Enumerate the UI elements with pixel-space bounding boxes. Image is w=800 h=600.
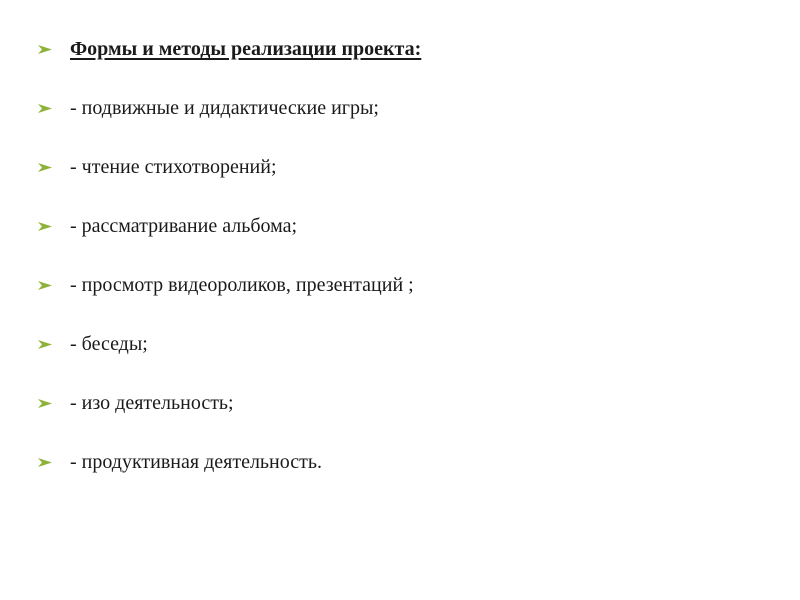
list-item-text: - подвижные и дидактические игры;: [70, 97, 379, 119]
arrowhead-bullet-icon: [38, 329, 70, 359]
arrowhead-bullet-icon: [38, 270, 70, 300]
arrowhead-bullet-icon: [38, 93, 70, 123]
bullet-list: [38, 34, 421, 506]
list-item: [38, 93, 421, 123]
list-item-text: - рассматривание альбома;: [70, 215, 298, 237]
list-item-heading: [38, 34, 421, 64]
arrowhead-bullet-icon: [38, 388, 70, 418]
arrowhead-bullet-icon: [38, 211, 70, 241]
arrowhead-bullet-icon: [38, 447, 70, 477]
list-item-text: - просмотр видеороликов, презентаций ;: [70, 274, 414, 296]
arrowhead-bullet-icon: [38, 152, 70, 182]
list-item: [38, 211, 421, 241]
list-item-text: - чтение стихотворений;: [70, 156, 277, 178]
list-item: [38, 447, 421, 477]
arrowhead-bullet-icon: [38, 34, 70, 64]
list-item: [38, 152, 421, 182]
slide-heading: Формы и методы реализации проекта:: [70, 38, 422, 60]
list-item: [38, 329, 421, 359]
list-item-text: - изо деятельность;: [70, 392, 234, 414]
list-item-text: - продуктивная деятельность.: [70, 451, 322, 473]
list-item: [38, 270, 421, 300]
list-item-text: - беседы;: [70, 333, 148, 355]
list-item: [38, 388, 421, 418]
